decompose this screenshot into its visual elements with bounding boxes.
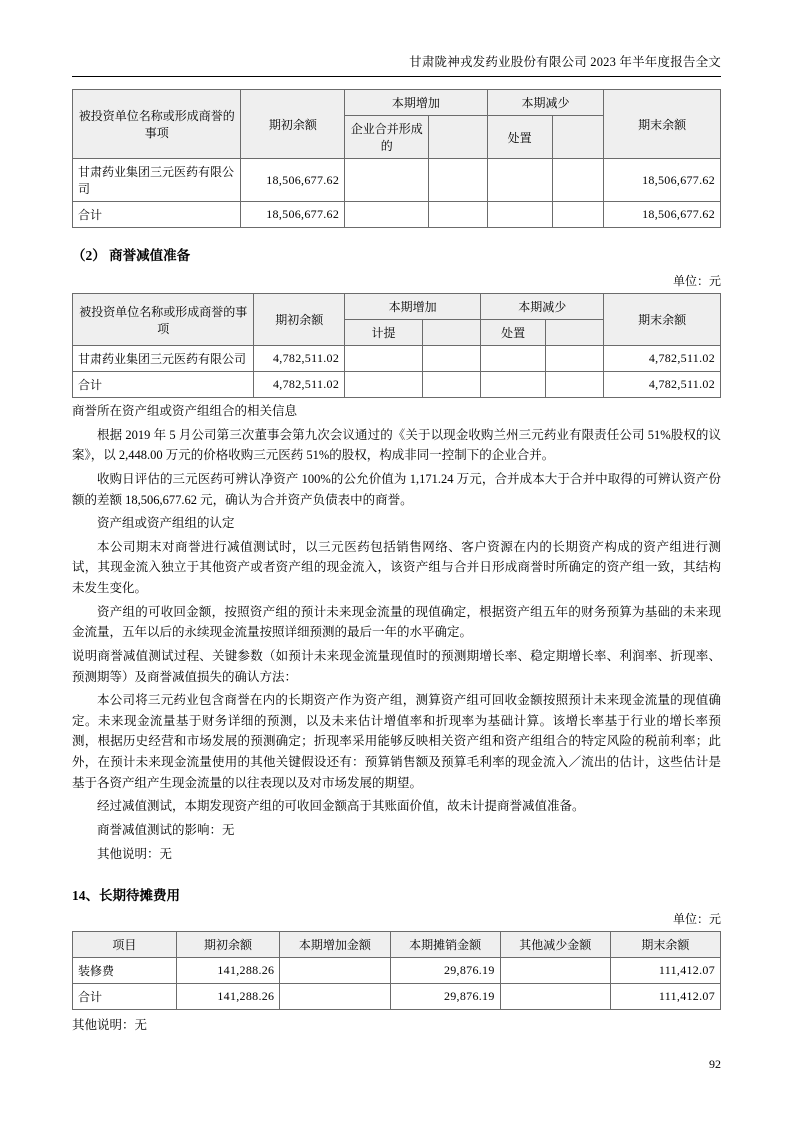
cell-end-balance: 18,506,677.62: [604, 159, 721, 202]
col-header-end-balance: 期末余额: [604, 90, 721, 159]
paragraph-key-parameters: 说明商誉减值测试过程、关键参数（如预计未来现金流量现值时的预测期增长率、稳定期增长率、利润率、折现率、预测期等）及商誉减值损失的确认方法：: [72, 648, 721, 684]
cell-item-name: 合计: [73, 984, 177, 1010]
col-spacer-decrease: [552, 116, 604, 159]
table-row: [73, 346, 721, 372]
cell-end-balance: 18,506,677.62: [604, 202, 721, 228]
section-title-goodwill-impairment: （2） 商誉减值准备: [72, 248, 191, 263]
paragraph-asset-group-heading: 资产组或资产组组的认定: [97, 516, 235, 531]
paragraph-acquisition-resolution: 根据 2019 年 5 月公司第三次董事会第九次会议通过的《关于以现金收购兰州三元药业有限责任公司 51%股权的议案》，以 2,448.00 万元的价格收购三元医药 51%的股权，构成非同一控制下的企业合并。: [72, 427, 721, 463]
table-row: [73, 202, 721, 228]
col-subheader-disposal: 处置: [481, 320, 546, 346]
paragraph-asset-group-lead: 商誉所在资产组或资产组组合的相关信息: [72, 404, 298, 418]
col-spacer-increase: [422, 320, 480, 346]
cell-end-balance: 111,412.07: [610, 984, 720, 1010]
col-header-entity: 被投资单位名称或形成商誉的事项: [73, 90, 241, 159]
table-header-row: [73, 932, 721, 958]
table-row: [73, 159, 721, 202]
table-row: [73, 984, 721, 1010]
paragraph-impairment-test: 本公司期末对商誉进行减值测试时，以三元医药包括销售网络、客户资源在内的长期资产构成的资产组进行测试，其现金流入独立于其他资产或者资产组的现金流入，该资产组与合并日形成商誉时所确定的资产组一致，其结构未发生变化。: [72, 539, 721, 595]
col-header-end-balance: 期末余额: [604, 294, 721, 346]
section-title-long-term-deferred-expenses: 14、长期待摊费用: [72, 888, 180, 904]
col-header-begin-balance: 期初余额: [254, 294, 345, 346]
footnote-other-note: 其他说明：无: [72, 1018, 148, 1033]
cell-increase: [345, 159, 429, 202]
col-header-other-decrease: 其他减少金额: [500, 932, 610, 958]
cell-amortization-amount: 29,876.19: [390, 984, 500, 1010]
cell-decrease: [487, 202, 552, 228]
page-number: 92: [709, 1057, 721, 1071]
cell-increase-spacer: [422, 372, 480, 398]
cell-increase-amount: [280, 958, 390, 984]
header-divider: [72, 76, 721, 77]
paragraph-test-result: 经过减值测试，本期发现资产组的可收回金额高于其账面价值，故未计提商誉减值准备。: [97, 799, 585, 814]
col-header-end-balance: 期末余额: [610, 932, 720, 958]
cell-increase: [345, 202, 429, 228]
goodwill-impairment-table: [72, 293, 721, 398]
col-subheader-accrual: 计提: [345, 320, 423, 346]
cell-decrease-spacer: [546, 372, 604, 398]
cell-begin-balance: 4,782,511.02: [254, 346, 345, 372]
cell-begin-balance: 18,506,677.62: [241, 202, 345, 228]
cell-end-balance: 4,782,511.02: [604, 346, 721, 372]
long-term-deferred-expenses-table: [72, 931, 721, 1010]
cell-item-name: 装修费: [73, 958, 177, 984]
col-header-increase-group: 本期增加: [345, 90, 488, 116]
col-spacer-decrease: [546, 320, 604, 346]
paragraph-fair-value: 收购日评估的三元医药可辨认净资产 100%的公允价值为 1,171.24 万元，合并成本大于合并中取得的可辨认资产份额的差额 18,506,677.62 元，确认为合并资产负债表中的商誉。: [72, 471, 721, 507]
col-header-increase-group: 本期增加: [345, 294, 481, 320]
cell-begin-balance: 18,506,677.62: [241, 159, 345, 202]
table-header-row: [73, 90, 721, 116]
cell-decrease-spacer: [546, 346, 604, 372]
col-header-begin-balance: 期初余额: [241, 90, 345, 159]
cell-begin-balance: 141,288.26: [176, 984, 280, 1010]
cell-increase: [345, 372, 423, 398]
paragraph-method-detail: 本公司将三元药业包含商誉在内的长期资产作为资产组，测算资产组可回收金额按照预计未来现金流量的现值确定。未来现金流量基于财务详细的预测，以及未来估计增值率和折现率为基础计算。该增长率基于行业的增长率预测，根据历史经营和市场发展的预测确定；折现率采用能够反映相关资产组和资产组组合的特定风险的税前利率；此外，在预计未来现金流量使用的其他关键假设还有：预算销售额及预算毛利率的现金流入／流出的估计，这些估计是基于各资产组产生现金流量的以往表现以及对市场发展的期望。: [72, 693, 721, 790]
cell-increase-amount: [280, 984, 390, 1010]
cell-increase-spacer: [429, 202, 487, 228]
cell-end-balance: 111,412.07: [610, 958, 720, 984]
table-row: [73, 372, 721, 398]
col-header-decrease-group: 本期减少: [481, 294, 604, 320]
cell-other-decrease: [500, 958, 610, 984]
col-header-entity: 被投资单位名称或形成商誉的事项: [73, 294, 254, 346]
cell-decrease: [481, 346, 546, 372]
cell-entity-name: 合计: [73, 372, 254, 398]
cell-decrease: [487, 159, 552, 202]
paragraph-impact: 商誉减值测试的影响：无: [97, 822, 235, 837]
goodwill-book-value-table: [72, 89, 721, 228]
cell-amortization-amount: 29,876.19: [390, 958, 500, 984]
col-header-decrease-group: 本期减少: [487, 90, 604, 116]
cell-decrease: [481, 372, 546, 398]
cell-decrease-spacer: [552, 202, 604, 228]
unit-label: 单位：元: [672, 912, 721, 927]
col-subheader-disposal: 处置: [487, 116, 552, 159]
table-row: [73, 958, 721, 984]
paragraph-recoverable-amount: 资产组的可收回金额，按照资产组的预计未来现金流量的现值确定，根据资产组五年的财务预算为基础的未来现金流量，五年以后的永续现金流量按照详细预测的最后一年的水平确定。: [72, 604, 721, 640]
col-header-amortization-amount: 本期摊销金额: [390, 932, 500, 958]
cell-increase: [345, 346, 423, 372]
paragraph-other-note: 其他说明：无: [97, 846, 173, 861]
running-header: 甘肃陇神戎发药业股份有限公司 2023 年半年度报告全文: [409, 55, 721, 69]
col-header-increase-amount: 本期增加金额: [280, 932, 390, 958]
col-spacer-increase: [429, 116, 487, 159]
cell-entity-name: 甘肃药业集团三元医药有限公司: [73, 346, 254, 372]
cell-end-balance: 4,782,511.02: [604, 372, 721, 398]
cell-entity-name: 甘肃药业集团三元医药有限公司: [73, 159, 241, 202]
col-header-begin-balance: 期初余额: [176, 932, 280, 958]
table-header-row: [73, 294, 721, 320]
col-header-item: 项目: [73, 932, 177, 958]
cell-increase-spacer: [429, 159, 487, 202]
cell-decrease-spacer: [552, 159, 604, 202]
col-subheader-business-combination: 企业合并形成的: [345, 116, 429, 159]
cell-increase-spacer: [422, 346, 480, 372]
cell-begin-balance: 141,288.26: [176, 958, 280, 984]
cell-other-decrease: [500, 984, 610, 1010]
cell-begin-balance: 4,782,511.02: [254, 372, 345, 398]
unit-label: 单位：元: [672, 274, 721, 288]
cell-entity-name: 合计: [73, 202, 241, 228]
